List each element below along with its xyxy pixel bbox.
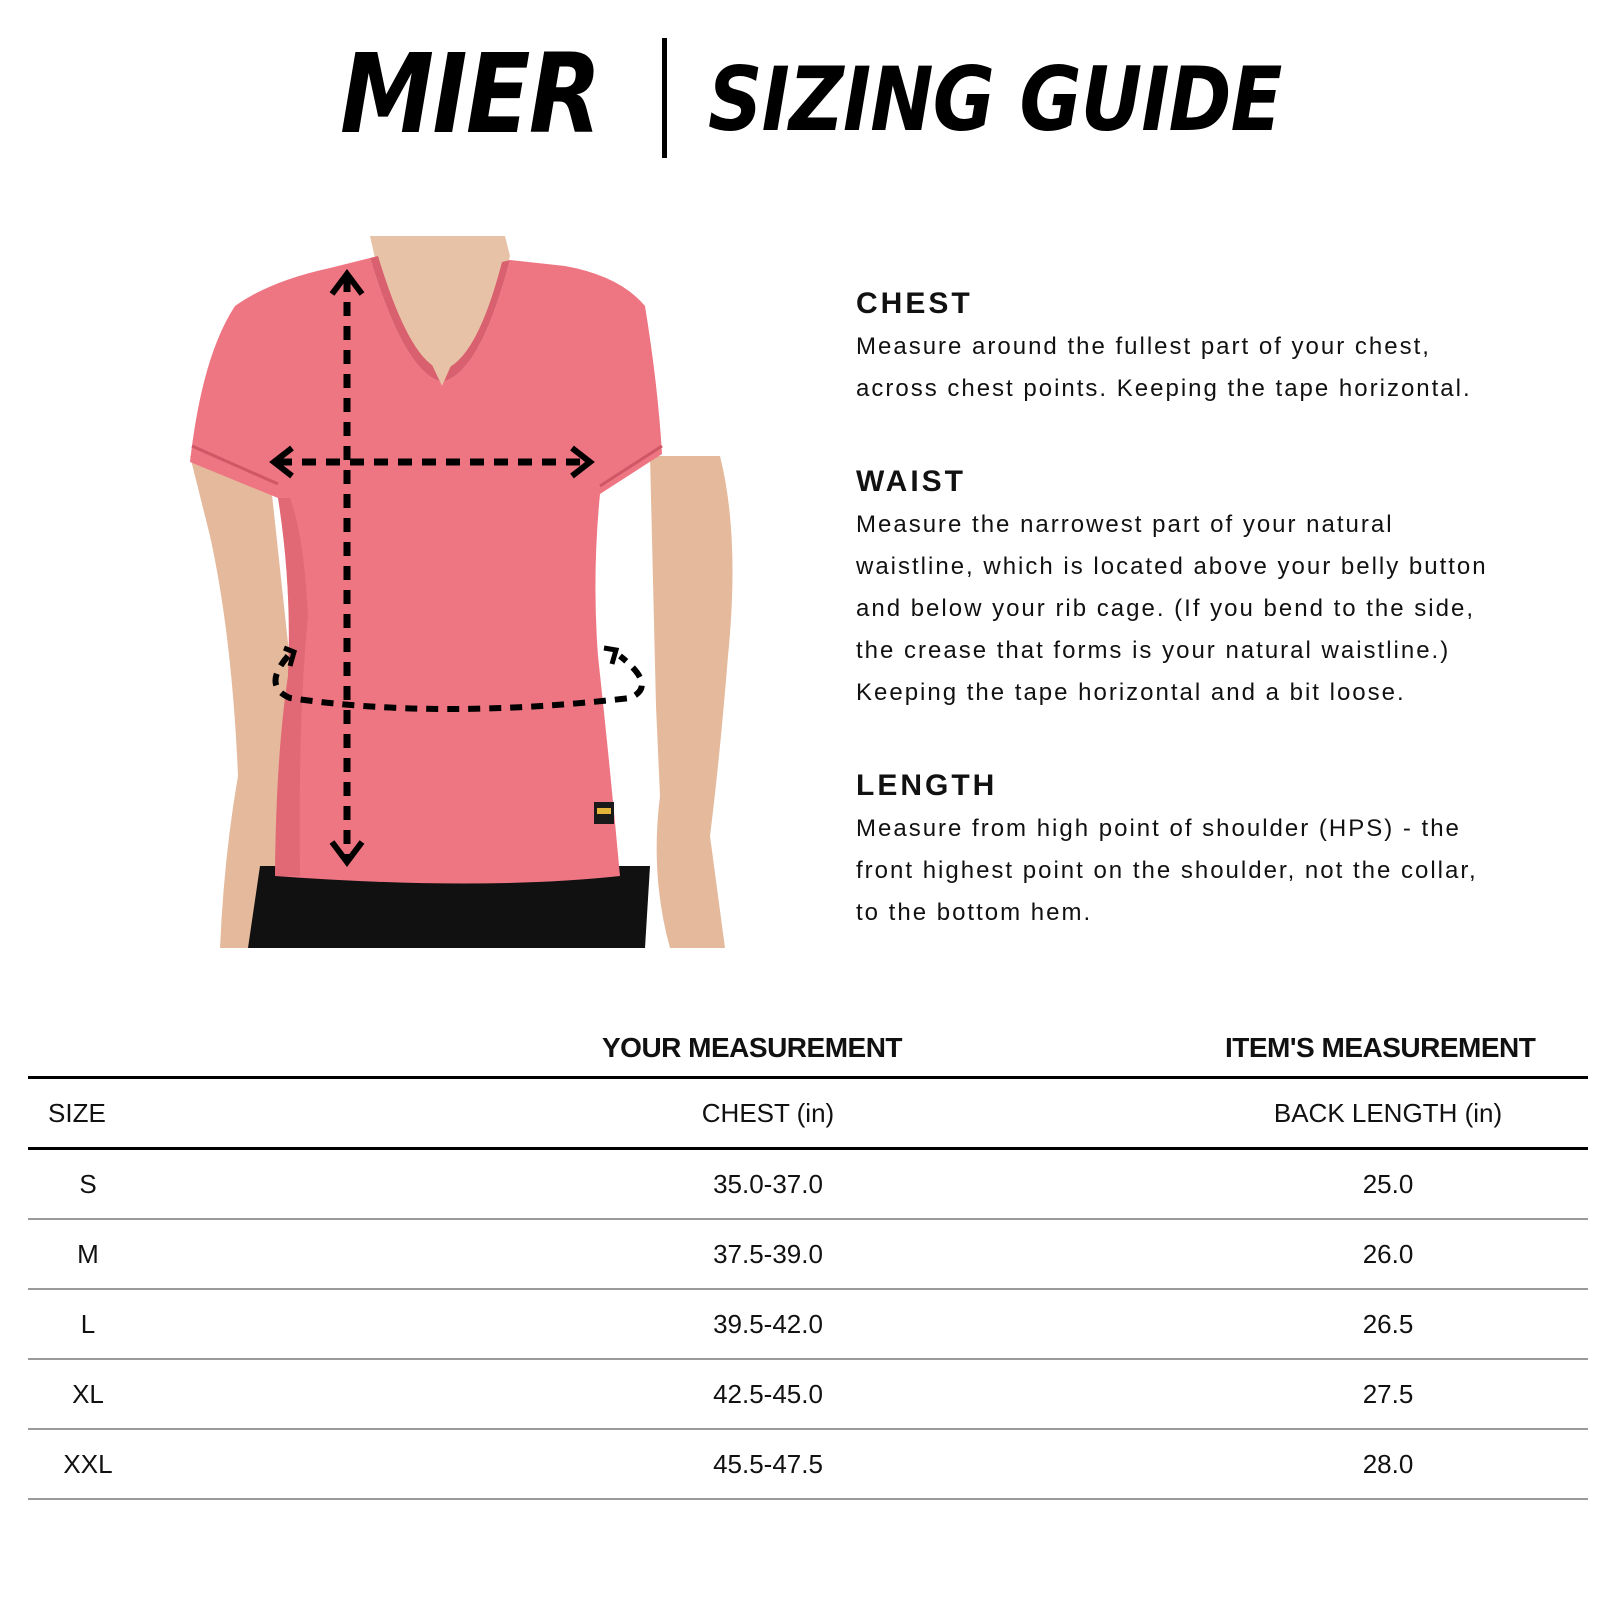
chest-text-line: across chest points. Keeping the tape horizontal. <box>856 375 1472 402</box>
waist-text-line: Keeping the tape horizontal and a bit loose. <box>856 679 1406 706</box>
length-text-line: Measure from high point of shoulder (HPS) - the <box>856 815 1461 842</box>
size-chart-table <box>28 1030 1588 1500</box>
product-image <box>180 236 740 948</box>
table-row <box>28 1430 1588 1498</box>
back-length-cell: 27.5 <box>1362 1379 1414 1409</box>
waist-text-line: waistline, which is located above your belly button <box>856 553 1488 580</box>
chest-cell: 42.5-45.0 <box>713 1379 823 1409</box>
size-cell: XL <box>72 1379 104 1409</box>
back-length-cell: 28.0 <box>1362 1449 1414 1479</box>
waist-heading: WAIST <box>856 465 966 498</box>
table-divider <box>28 1498 1588 1500</box>
page-title: SIZING GUIDE <box>708 48 1282 151</box>
waist-text-line: the crease that forms is your natural waistline.) <box>856 637 1451 664</box>
header-divider <box>662 38 667 158</box>
chest-cell: 35.0-37.0 <box>713 1169 823 1199</box>
table-row <box>28 1360 1588 1428</box>
group-header-item-measurement: ITEM'S MEASUREMENT <box>1225 1032 1536 1063</box>
column-header-size: SIZE <box>48 1098 106 1128</box>
length-heading: LENGTH <box>856 769 998 802</box>
chest-cell: 37.5-39.0 <box>713 1239 823 1269</box>
waist-text-line: and below your rib cage. (If you bend to the side, <box>856 595 1475 622</box>
size-cell: L <box>80 1309 96 1339</box>
back-length-cell: 26.5 <box>1362 1309 1414 1339</box>
waist-arrow-right-head <box>604 648 616 664</box>
column-header-back-length: BACK LENGTH (in) <box>1273 1098 1503 1128</box>
table-row <box>28 1290 1588 1358</box>
model-right-arm <box>650 456 733 948</box>
back-length-cell: 26.0 <box>1362 1239 1414 1269</box>
length-instructions <box>856 766 1576 934</box>
size-cell: XXL <box>63 1449 113 1479</box>
shirt-measurement-illustration <box>180 236 740 948</box>
length-text-line: front highest point on the shoulder, not the collar, <box>856 857 1478 884</box>
chest-cell: 39.5-42.0 <box>713 1309 823 1339</box>
table-header-row <box>28 1079 1588 1147</box>
brand-logo: MIER <box>340 30 600 158</box>
table-row <box>28 1220 1588 1288</box>
chest-instructions <box>856 284 1576 410</box>
size-cell: S <box>79 1169 97 1199</box>
page-header <box>0 30 1600 160</box>
chest-text-line: Measure around the fullest part of your chest, <box>856 333 1431 360</box>
chest-cell: 45.5-47.5 <box>713 1449 823 1479</box>
column-header-chest: CHEST (in) <box>701 1098 835 1128</box>
table-group-headers <box>28 1030 1588 1076</box>
waist-text-line: Measure the narrowest part of your natural <box>856 511 1394 538</box>
back-length-cell: 25.0 <box>1362 1169 1414 1199</box>
group-header-your-measurement: YOUR MEASUREMENT <box>602 1032 903 1063</box>
length-text-line: to the bottom hem. <box>856 899 1093 926</box>
size-cell: M <box>77 1239 99 1269</box>
chest-heading: CHEST <box>856 287 973 320</box>
shirt-label-mark <box>597 808 611 814</box>
measurement-instructions <box>856 284 1576 986</box>
table-row <box>28 1150 1588 1218</box>
waist-instructions <box>856 462 1576 714</box>
